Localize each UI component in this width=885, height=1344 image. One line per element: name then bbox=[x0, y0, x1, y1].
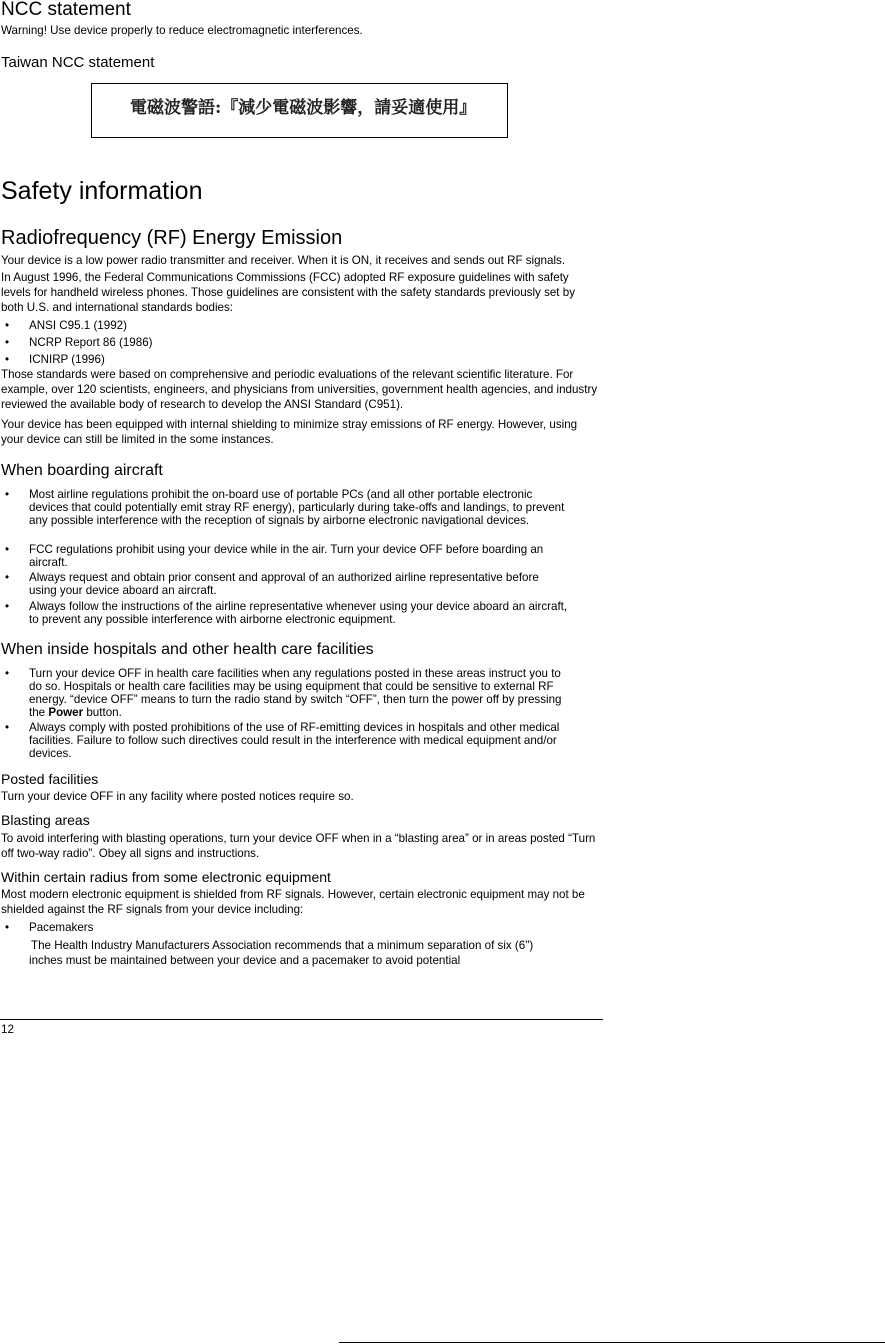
standard-item: ICNIRP (1996) bbox=[29, 353, 105, 366]
posted-text: Turn your device OFF in any facility where posted notices require so. bbox=[1, 790, 354, 803]
ncc-warning: Warning! Use device properly to reduce electromagnetic interferences. bbox=[1, 24, 363, 37]
taiwan-ncc-text: 電磁波警語:『減少電磁波影響，請妥適使用』 bbox=[130, 98, 477, 118]
hospital-item-text-b: button. bbox=[83, 706, 122, 719]
rf-paragraph-2: In August 1996, the Federal Communications Commissions (FCC) adopted RF exposure guidelines with safety levels for handheld wireless phones. Those guidelines are consistent with the safety standards previously set by both U.S. and international standards bodies: bbox=[1, 271, 575, 314]
posted-title: Posted facilities bbox=[1, 771, 99, 787]
hospital-item bbox=[29, 667, 569, 719]
aircraft-item: Always request and obtain prior consent and approval of an authorized airline representative before using your device aboard an aircraft. bbox=[29, 571, 539, 597]
hospital-item-text-a: Turn your device OFF in health care facilities when any regulations posted in these areas instruct you to do so. Hospitals or health care facilities may be using equipment that could be sensitive to external RF energy. “device OFF” means to turn the radio stand by switch “OFF”, then turn the power off by pressing the bbox=[29, 667, 562, 719]
pacemakers-text: The Health Industry Manufacturers Association recommends that a minimum separation of six (6") inches must be maintained between your device and a pacemaker to avoid potential bbox=[29, 939, 534, 967]
bullet-icon: • bbox=[5, 543, 10, 556]
bullet-icon: • bbox=[5, 488, 10, 501]
bullet-icon: • bbox=[5, 721, 10, 734]
power-button-label: Power bbox=[48, 706, 84, 719]
blasting-text: To avoid interfering with blasting operations, turn your device OFF when in a “blasting area” or in areas posted “Turn off two-way radio”. Obey all signs and instructions. bbox=[1, 832, 596, 860]
hospital-title: When inside hospitals and other health care facilities bbox=[1, 641, 374, 658]
standard-item: ANSI C95.1 (1992) bbox=[29, 319, 127, 332]
aircraft-item: FCC regulations prohibit using your device while in the air. Turn your device OFF before boarding an aircraft. bbox=[29, 543, 544, 569]
footer-divider bbox=[0, 1019, 603, 1020]
taiwan-ncc-title: Taiwan NCC statement bbox=[1, 54, 155, 71]
rf-paragraph-1: Your device is a low power radio transmitter and receiver. When it is ON, it receives and sends out RF signals. bbox=[1, 254, 566, 267]
aircraft-item: Most airline regulations prohibit the on-board use of portable PCs (and all other portable electronic devices that could potentially emit stray RF energy), particularly during take-offs and landings, to prevent any possible interference with the reception of signals by airborne electronic navigational devices. bbox=[29, 488, 565, 527]
bullet-icon: • bbox=[5, 319, 10, 332]
pacemakers-label: Pacemakers bbox=[29, 921, 94, 934]
bullet-icon: • bbox=[5, 353, 10, 366]
bottom-edge-line bbox=[339, 1342, 885, 1343]
safety-title: Safety information bbox=[1, 177, 203, 205]
aircraft-item: Always follow the instructions of the airline representative whenever using your device aboard an aircraft, to prevent any possible interference with airborne electronic equipment. bbox=[29, 600, 568, 626]
radius-title: Within certain radius from some electronic equipment bbox=[1, 869, 331, 885]
bullet-icon: • bbox=[5, 667, 10, 680]
bullet-icon: • bbox=[5, 921, 10, 934]
hospital-item: Always comply with posted prohibitions of the use of RF-emitting devices in hospitals and other medical facilities. Failure to follow such directives could result in the interference with medical equipment and/or devices. bbox=[29, 721, 560, 760]
bullet-icon: • bbox=[5, 336, 10, 349]
blasting-title: Blasting areas bbox=[1, 812, 90, 828]
rf-paragraph-3: Those standards were based on comprehensive and periodic evaluations of the relevant scientific literature. For example, over 120 scientists, engineers, and physicians from universities, government health agencies, and industry reviewed the available body of research to develop the ANSI Standard (C951). bbox=[1, 368, 598, 411]
bullet-icon: • bbox=[5, 571, 10, 584]
ncc-title: NCC statement bbox=[1, 0, 131, 20]
standard-item: NCRP Report 86 (1986) bbox=[29, 336, 153, 349]
aircraft-title: When boarding aircraft bbox=[1, 462, 163, 479]
page-number: 12 bbox=[1, 1023, 14, 1036]
rf-paragraph-4: Your device has been equipped with internal shielding to minimize stray emissions of RF energy. However, using your device can still be limited in the some instances. bbox=[1, 418, 578, 446]
radius-text: Most modern electronic equipment is shielded from RF signals. However, certain electronic equipment may not be shielded against the RF signals from your device including: bbox=[1, 888, 585, 916]
taiwan-ncc-box bbox=[91, 83, 508, 138]
bullet-icon: • bbox=[5, 600, 10, 613]
rf-title: Radiofrequency (RF) Energy Emission bbox=[1, 227, 343, 249]
